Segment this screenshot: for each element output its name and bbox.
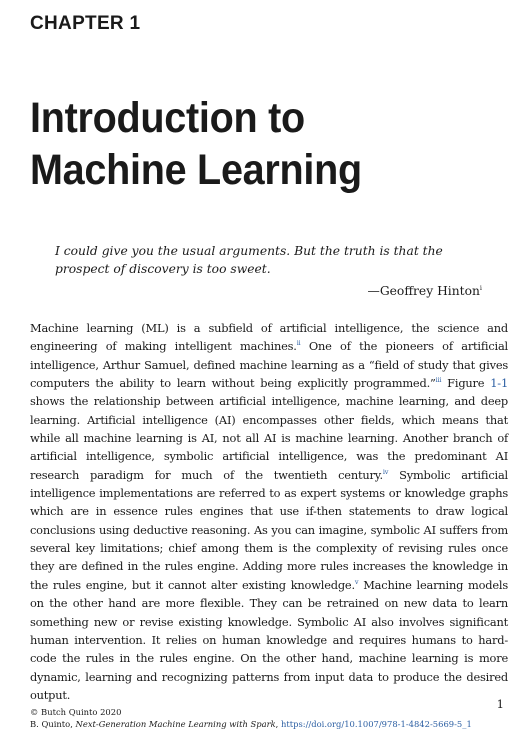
epigraph-quote: I could give you the usual arguments. But the truth is that the prospect of discovery is too sweet. bbox=[55, 244, 443, 276]
body-sentence: Figure bbox=[441, 376, 491, 391]
body-paragraph bbox=[30, 319, 508, 704]
copyright-line: © Butch Quinto 2020 bbox=[30, 707, 122, 717]
footnote-marker[interactable]: iv bbox=[382, 467, 389, 476]
page-footer bbox=[30, 707, 472, 730]
body-sentence: One of the pioneers of artificial intelligence, Arthur Samuel, defined machine learning as a “field of study that gives computers the ability to learn without being explicitly programmed.” bbox=[30, 339, 508, 391]
doi-link[interactable]: https://doi.org/10.1007/978-1-4842-5669-5_1 bbox=[281, 718, 472, 729]
chapter-label: CHAPTER 1 bbox=[30, 13, 141, 34]
footnote-marker[interactable]: ii bbox=[296, 339, 301, 348]
figure-reference-link[interactable]: 1-1 bbox=[490, 376, 508, 391]
body-sentence: Symbolic artificial intelligence implementations are referred to as expert systems or knowledge graphs which are in essence rules engines that use if-then statements to draw logical conclusions using deductive reasoning. As you can imagine, symbolic AI suffers from several key limitations; chief among them is the complexity of revising rules once they are defined in the rules engine. Adding more rules increases the knowledge in the rules engine, but it cannot alter existing knowledge. bbox=[30, 467, 508, 592]
body-sentence: Machine learning (ML) is a subfield of artificial intelligence, the science and engineering of making intelligent machines. bbox=[30, 321, 508, 354]
body-sentence: shows the relationship between artificial intelligence, machine learning, and deep learning. Artificial intelligence (AI) encompasses other fields, which means that while all machine learning is AI, not all AI is machine learning. Another branch of artificial intelligence, symbolic artificial intelligence, was the predominant AI research paradigm for much of the twentieth century. bbox=[30, 394, 508, 482]
footnote-marker[interactable]: i bbox=[479, 284, 482, 292]
citation-line bbox=[30, 719, 472, 731]
citation-prefix: B. Quinto, bbox=[30, 718, 76, 729]
citation-separator: , bbox=[275, 718, 281, 729]
footnote-marker[interactable]: iii bbox=[435, 376, 442, 385]
page-number: 1 bbox=[496, 697, 504, 711]
epigraph-attribution bbox=[368, 284, 482, 298]
body-sentence: Machine learning models on the other hand are more flexible. They can be retrained on new data to learn something new or revise existing knowledge. Symbolic AI also involves significant human intervention. It relies on human knowledge and requires humans to hard-code the rules in the rules engine. On the other hand, machine learning is more dynamic, learning and recognizing patterns from input data to produce the desired output. bbox=[30, 577, 508, 702]
chapter-title: Introduction to Machine Learning bbox=[30, 94, 362, 194]
footnote-marker[interactable]: v bbox=[354, 578, 359, 587]
epigraph-author: —Geoffrey Hinton bbox=[367, 284, 480, 299]
book-title: Next-Generation Machine Learning with Spark bbox=[75, 718, 276, 729]
